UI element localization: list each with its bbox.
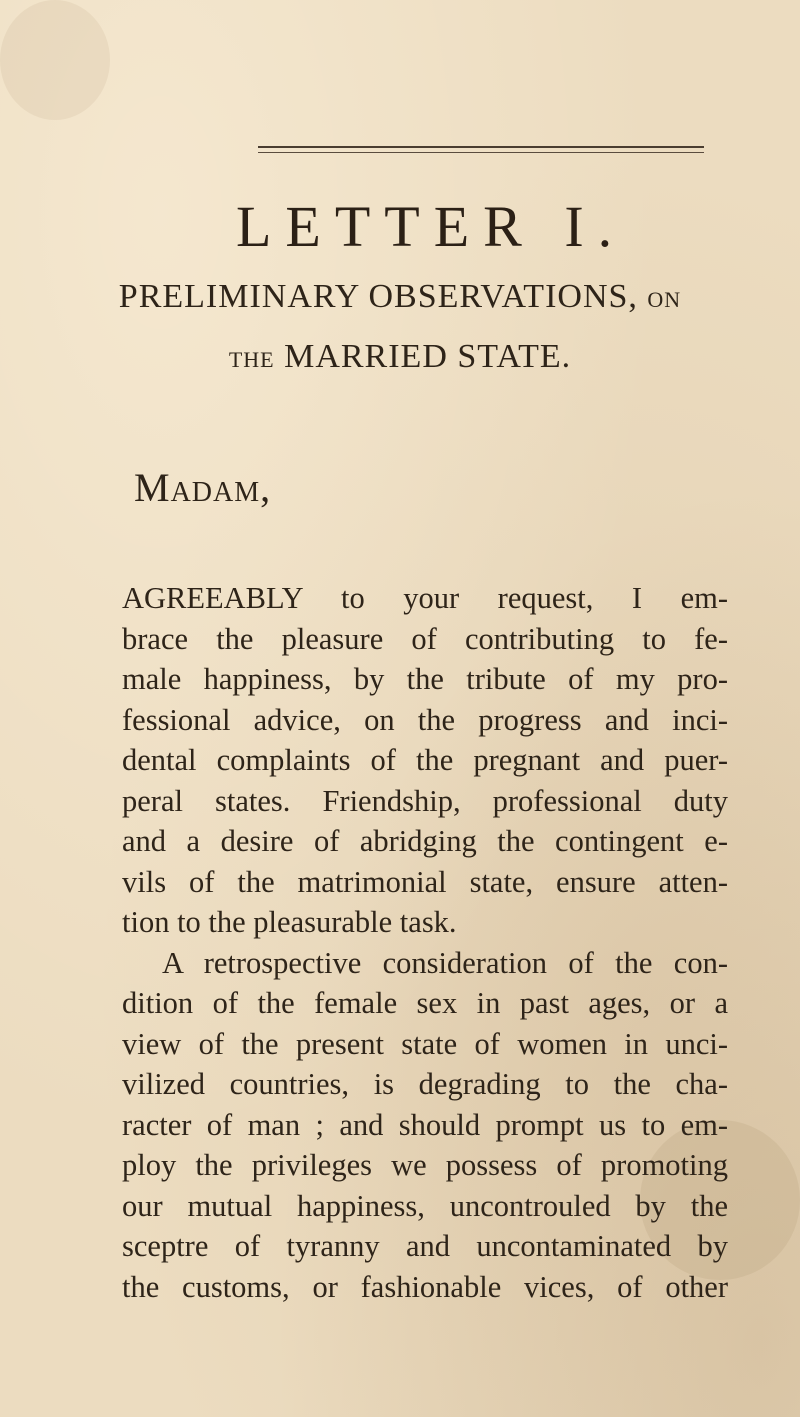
subtitle-the: THE bbox=[228, 347, 275, 372]
letter-subtitle-line-2 bbox=[50, 340, 750, 374]
body-line: view of the present state of women in unci- bbox=[122, 1026, 728, 1061]
header-rule-thick bbox=[258, 146, 704, 148]
header-rule-thin bbox=[258, 152, 704, 153]
body-line: vils of the matrimonial state, ensure atten- bbox=[122, 864, 728, 899]
body-line: peral states. Friendship, professional duty bbox=[122, 783, 728, 818]
body-line: AGREEABLY to your request, I em- bbox=[122, 581, 728, 615]
subtitle-on: ON bbox=[647, 287, 682, 312]
body-line: racter of man ; and should prompt us to em- bbox=[122, 1107, 728, 1142]
body-line: the customs, or fashionable vices, of other bbox=[122, 1269, 728, 1304]
letter-body bbox=[122, 578, 728, 1307]
subtitle-rest: MARRIED STATE. bbox=[284, 338, 572, 375]
body-line: brace the pleasure of contributing to fe- bbox=[122, 621, 728, 656]
body-line: dition of the female sex in past ages, or a bbox=[122, 986, 728, 1020]
body-line: tion to the pleasurable task. bbox=[122, 905, 457, 939]
letter-subtitle-line-1 bbox=[50, 280, 750, 314]
body-line: fessional advice, on the progress and inci- bbox=[122, 702, 728, 737]
body-line: male happiness, by the tribute of my pro- bbox=[122, 662, 728, 696]
letter-title: LETTER I. bbox=[236, 194, 627, 259]
body-line: and a desire of abridging the contingent e- bbox=[122, 824, 728, 858]
body-line: dental complaints of the pregnant and puer- bbox=[122, 743, 728, 777]
subtitle-main: PRELIMINARY OBSERVATIONS, bbox=[118, 278, 638, 315]
salutation: Madam, bbox=[134, 465, 272, 510]
body-line: A retrospective consideration of the con- bbox=[162, 945, 728, 980]
body-line: sceptre of tyranny and uncontaminated by bbox=[122, 1229, 728, 1263]
paper-stain bbox=[0, 0, 110, 120]
body-line: our mutual happiness, uncontrouled by the bbox=[122, 1188, 728, 1223]
body-line: vilized countries, is degrading to the cha- bbox=[122, 1067, 728, 1101]
body-line: ploy the privileges we possess of promoting bbox=[122, 1148, 728, 1182]
